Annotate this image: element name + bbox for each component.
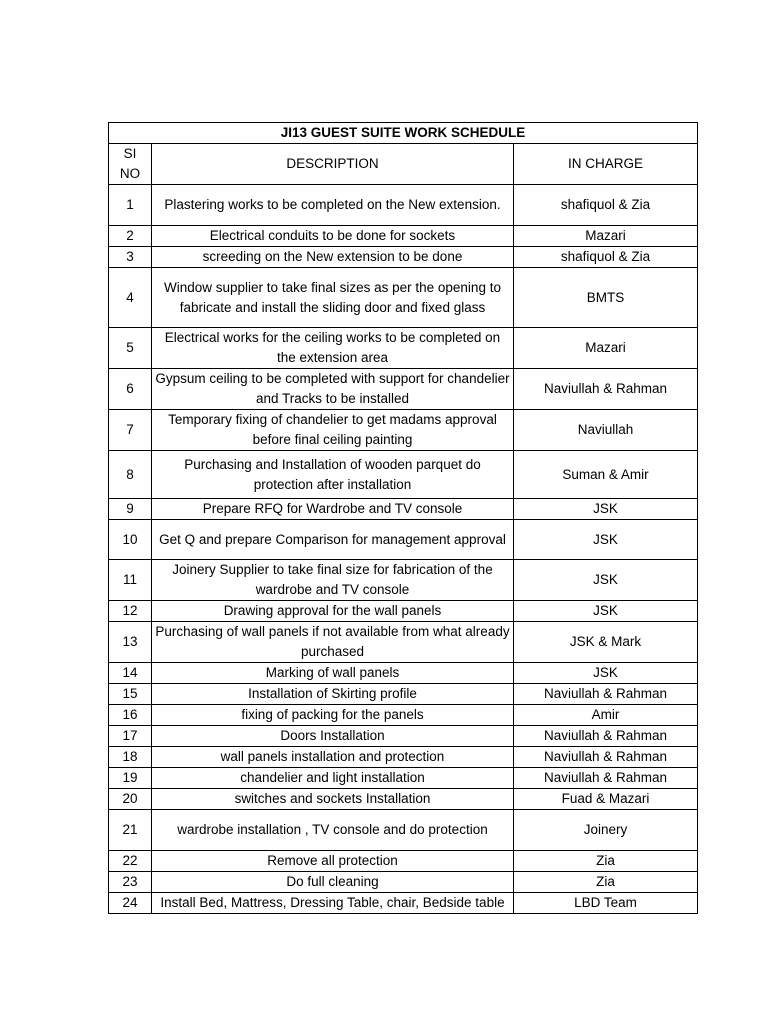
row-in-charge: Naviullah [514,410,698,451]
row-in-charge: Naviullah & Rahman [514,768,698,789]
row-in-charge: Amir [514,705,698,726]
table-row [109,726,698,747]
row-description: Purchasing and Installation of wooden parquet do protection after installation [152,451,514,499]
row-number: 7 [109,410,152,451]
row-in-charge: Zia [514,851,698,872]
table-row [109,810,698,851]
header-description: DESCRIPTION [152,144,514,185]
row-description: Install Bed, Mattress, Dressing Table, chair, Bedside table [152,893,514,914]
row-in-charge: shafiquol & Zia [514,185,698,226]
table-row [109,499,698,520]
row-in-charge: Naviullah & Rahman [514,684,698,705]
row-description: Gypsum ceiling to be completed with support for chandelier and Tracks to be installed [152,369,514,410]
row-number: 5 [109,328,152,369]
row-in-charge: Mazari [514,328,698,369]
table-row [109,560,698,601]
work-schedule-table [108,122,698,914]
row-in-charge: shafiquol & Zia [514,247,698,268]
row-description: Remove all protection [152,851,514,872]
table-row [109,226,698,247]
row-in-charge: Zia [514,872,698,893]
row-number: 15 [109,684,152,705]
row-description: Window supplier to take final sizes as per the opening to fabricate and install the sliding door and fixed glass [152,268,514,328]
row-in-charge: JSK [514,520,698,560]
table-row [109,663,698,684]
row-number: 22 [109,851,152,872]
row-number: 3 [109,247,152,268]
row-number: 17 [109,726,152,747]
row-number: 10 [109,520,152,560]
table-row [109,684,698,705]
header-in-charge: IN CHARGE [514,144,698,185]
row-number: 9 [109,499,152,520]
row-description: switches and sockets Installation [152,789,514,810]
row-description: Get Q and prepare Comparison for management approval [152,520,514,560]
table-row [109,872,698,893]
title-row [109,123,698,144]
row-description: Do full cleaning [152,872,514,893]
row-in-charge: JSK [514,560,698,601]
row-description: chandelier and light installation [152,768,514,789]
row-in-charge: LBD Team [514,893,698,914]
table-row [109,747,698,768]
row-description: Marking of wall panels [152,663,514,684]
row-number: 8 [109,451,152,499]
row-in-charge: Naviullah & Rahman [514,747,698,768]
table-row [109,601,698,622]
table-row [109,789,698,810]
table-row [109,410,698,451]
row-description: Temporary fixing of chandelier to get madams approval before final ceiling painting [152,410,514,451]
row-description: Purchasing of wall panels if not available from what already purchased [152,622,514,663]
row-number: 1 [109,185,152,226]
row-in-charge: JSK [514,601,698,622]
row-in-charge: Naviullah & Rahman [514,726,698,747]
table-row [109,268,698,328]
row-description: Electrical works for the ceiling works to be completed on the extension area [152,328,514,369]
row-description: Drawing approval for the wall panels [152,601,514,622]
table-row [109,328,698,369]
row-in-charge: Mazari [514,226,698,247]
row-description: wall panels installation and protection [152,747,514,768]
row-in-charge: Suman & Amir [514,451,698,499]
row-description: Plastering works to be completed on the New extension. [152,185,514,226]
table-row [109,369,698,410]
row-in-charge: JSK [514,499,698,520]
row-number: 12 [109,601,152,622]
row-in-charge: Fuad & Mazari [514,789,698,810]
table-row [109,893,698,914]
row-in-charge: BMTS [514,268,698,328]
row-number: 21 [109,810,152,851]
table-row [109,520,698,560]
table-row [109,451,698,499]
row-number: 13 [109,622,152,663]
row-in-charge: Naviullah & Rahman [514,369,698,410]
row-number: 20 [109,789,152,810]
row-number: 6 [109,369,152,410]
row-description: Joinery Supplier to take final size for fabrication of the wardrobe and TV console [152,560,514,601]
row-description: screeding on the New extension to be done [152,247,514,268]
table-row [109,851,698,872]
row-in-charge: Joinery [514,810,698,851]
row-description: Prepare RFQ for Wardrobe and TV console [152,499,514,520]
row-in-charge: JSK & Mark [514,622,698,663]
row-number: 19 [109,768,152,789]
row-number: 14 [109,663,152,684]
row-description: Installation of Skirting profile [152,684,514,705]
header-row [109,144,698,185]
row-number: 4 [109,268,152,328]
row-number: 23 [109,872,152,893]
table-row [109,705,698,726]
table-row [109,247,698,268]
header-si-no: SI NO [109,144,152,185]
row-description: Electrical conduits to be done for sockets [152,226,514,247]
row-number: 24 [109,893,152,914]
row-number: 18 [109,747,152,768]
row-number: 11 [109,560,152,601]
row-description: fixing of packing for the panels [152,705,514,726]
table-row [109,622,698,663]
row-number: 16 [109,705,152,726]
table-row [109,768,698,789]
row-description: wardrobe installation , TV console and do protection [152,810,514,851]
row-in-charge: JSK [514,663,698,684]
row-number: 2 [109,226,152,247]
row-description: Doors Installation [152,726,514,747]
schedule-title: JI13 GUEST SUITE WORK SCHEDULE [109,123,698,144]
table-row [109,185,698,226]
